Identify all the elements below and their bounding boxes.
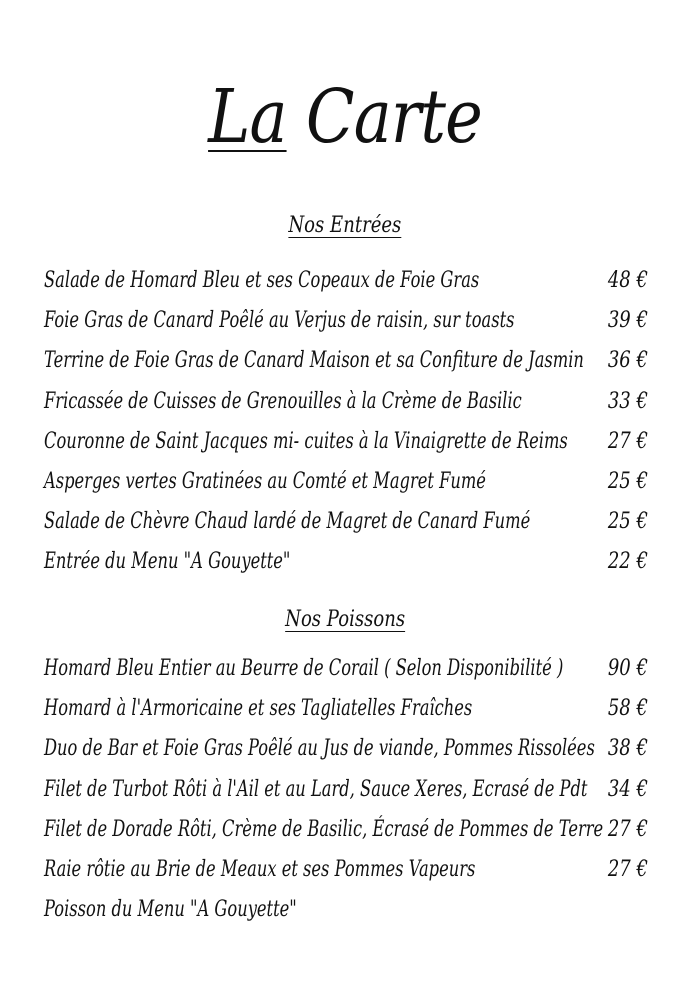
entrees-list — [44, 266, 648, 588]
menu-item-price: 48 € — [607, 268, 648, 293]
menu-item-price: 27 € — [607, 428, 648, 454]
menu-item-name: Poisson du Menu "A Gouyette" — [44, 897, 297, 923]
menu-item — [44, 654, 648, 694]
entrees-heading-text: Nos Entrées — [288, 213, 402, 238]
menu-item — [44, 387, 648, 427]
poissons-list — [44, 654, 648, 935]
entrees-heading — [0, 212, 690, 240]
menu-item-price: 38 € — [607, 736, 648, 762]
menu-item — [44, 507, 648, 547]
menu-item-name: Salade de Chèvre Chaud lardé de Magret de Canard Fumé — [44, 509, 531, 535]
menu-item-price: 27 € — [607, 856, 648, 882]
menu-item-name: Raie rôtie au Brie de Meaux et ses Pommes Vapeurs — [44, 856, 476, 882]
menu-item — [44, 266, 648, 306]
menu-item-name: Salade de Homard Bleu et ses Copeaux de Foie Gras — [44, 268, 480, 293]
menu-item-name: Homard à l'Armoricaine et ses Tagliatelles Fraîches — [44, 696, 473, 722]
menu-item-name: Filet de Dorade Rôti, Crème de Basilic, Écrasé de Pommes de Terre — [44, 816, 604, 842]
menu-item-price: 25 € — [607, 509, 648, 535]
menu-item — [44, 855, 648, 895]
menu-item — [44, 427, 648, 467]
menu-item-name: Asperges vertes Gratinées au Comté et Magret Fumé — [44, 468, 486, 494]
menu-item-price: 27 € — [607, 816, 648, 842]
poissons-heading-text: Nos Poissons — [285, 607, 405, 632]
menu-item-name: Foie Gras de Canard Poêlé au Verjus de raisin, sur toasts — [44, 308, 515, 334]
menu-item — [44, 694, 648, 734]
menu-item-price: 34 € — [607, 776, 648, 802]
menu-item-name: Homard Bleu Entier au Beurre de Corail ( Selon Disponibilité ) — [44, 656, 564, 681]
menu-item — [44, 734, 648, 774]
menu-item — [44, 346, 648, 386]
menu-item — [44, 467, 648, 507]
poissons-heading — [0, 606, 690, 634]
menu-item-name: Entrée du Menu "A Gouyette" — [44, 549, 291, 575]
menu-item-name: Filet de Turbot Rôti à l'Ail et au Lard, Sauce Xeres, Ecrasé de Pdt — [44, 776, 588, 802]
menu-item-price: 90 € — [607, 656, 648, 681]
menu-item — [44, 895, 648, 935]
menu-item — [44, 547, 648, 587]
menu-item-name: Terrine de Foie Gras de Canard Maison et sa Confiture de Jasmin — [44, 348, 584, 374]
menu-item — [44, 775, 648, 815]
menu-item-name: Couronne de Saint Jacques mi- cuites à la Vinaigrette de Reims — [44, 428, 568, 454]
menu-item-price: 36 € — [607, 348, 648, 374]
menu-item-price: 22 € — [607, 549, 648, 575]
menu-item-price: 25 € — [607, 468, 648, 494]
page-title: La Carte — [208, 74, 482, 160]
menu-item-name: Duo de Bar et Foie Gras Poêlé au Jus de viande, Pommes Rissolées — [44, 736, 595, 762]
menu-item — [44, 306, 648, 346]
menu-item — [44, 815, 648, 855]
menu-item-price: 58 € — [607, 696, 648, 722]
menu-item-price: 33 € — [607, 388, 648, 414]
menu-item-name: Fricassée de Cuisses de Grenouilles à la Crème de Basilic — [44, 388, 522, 414]
menu-item-price: 39 € — [607, 308, 648, 334]
